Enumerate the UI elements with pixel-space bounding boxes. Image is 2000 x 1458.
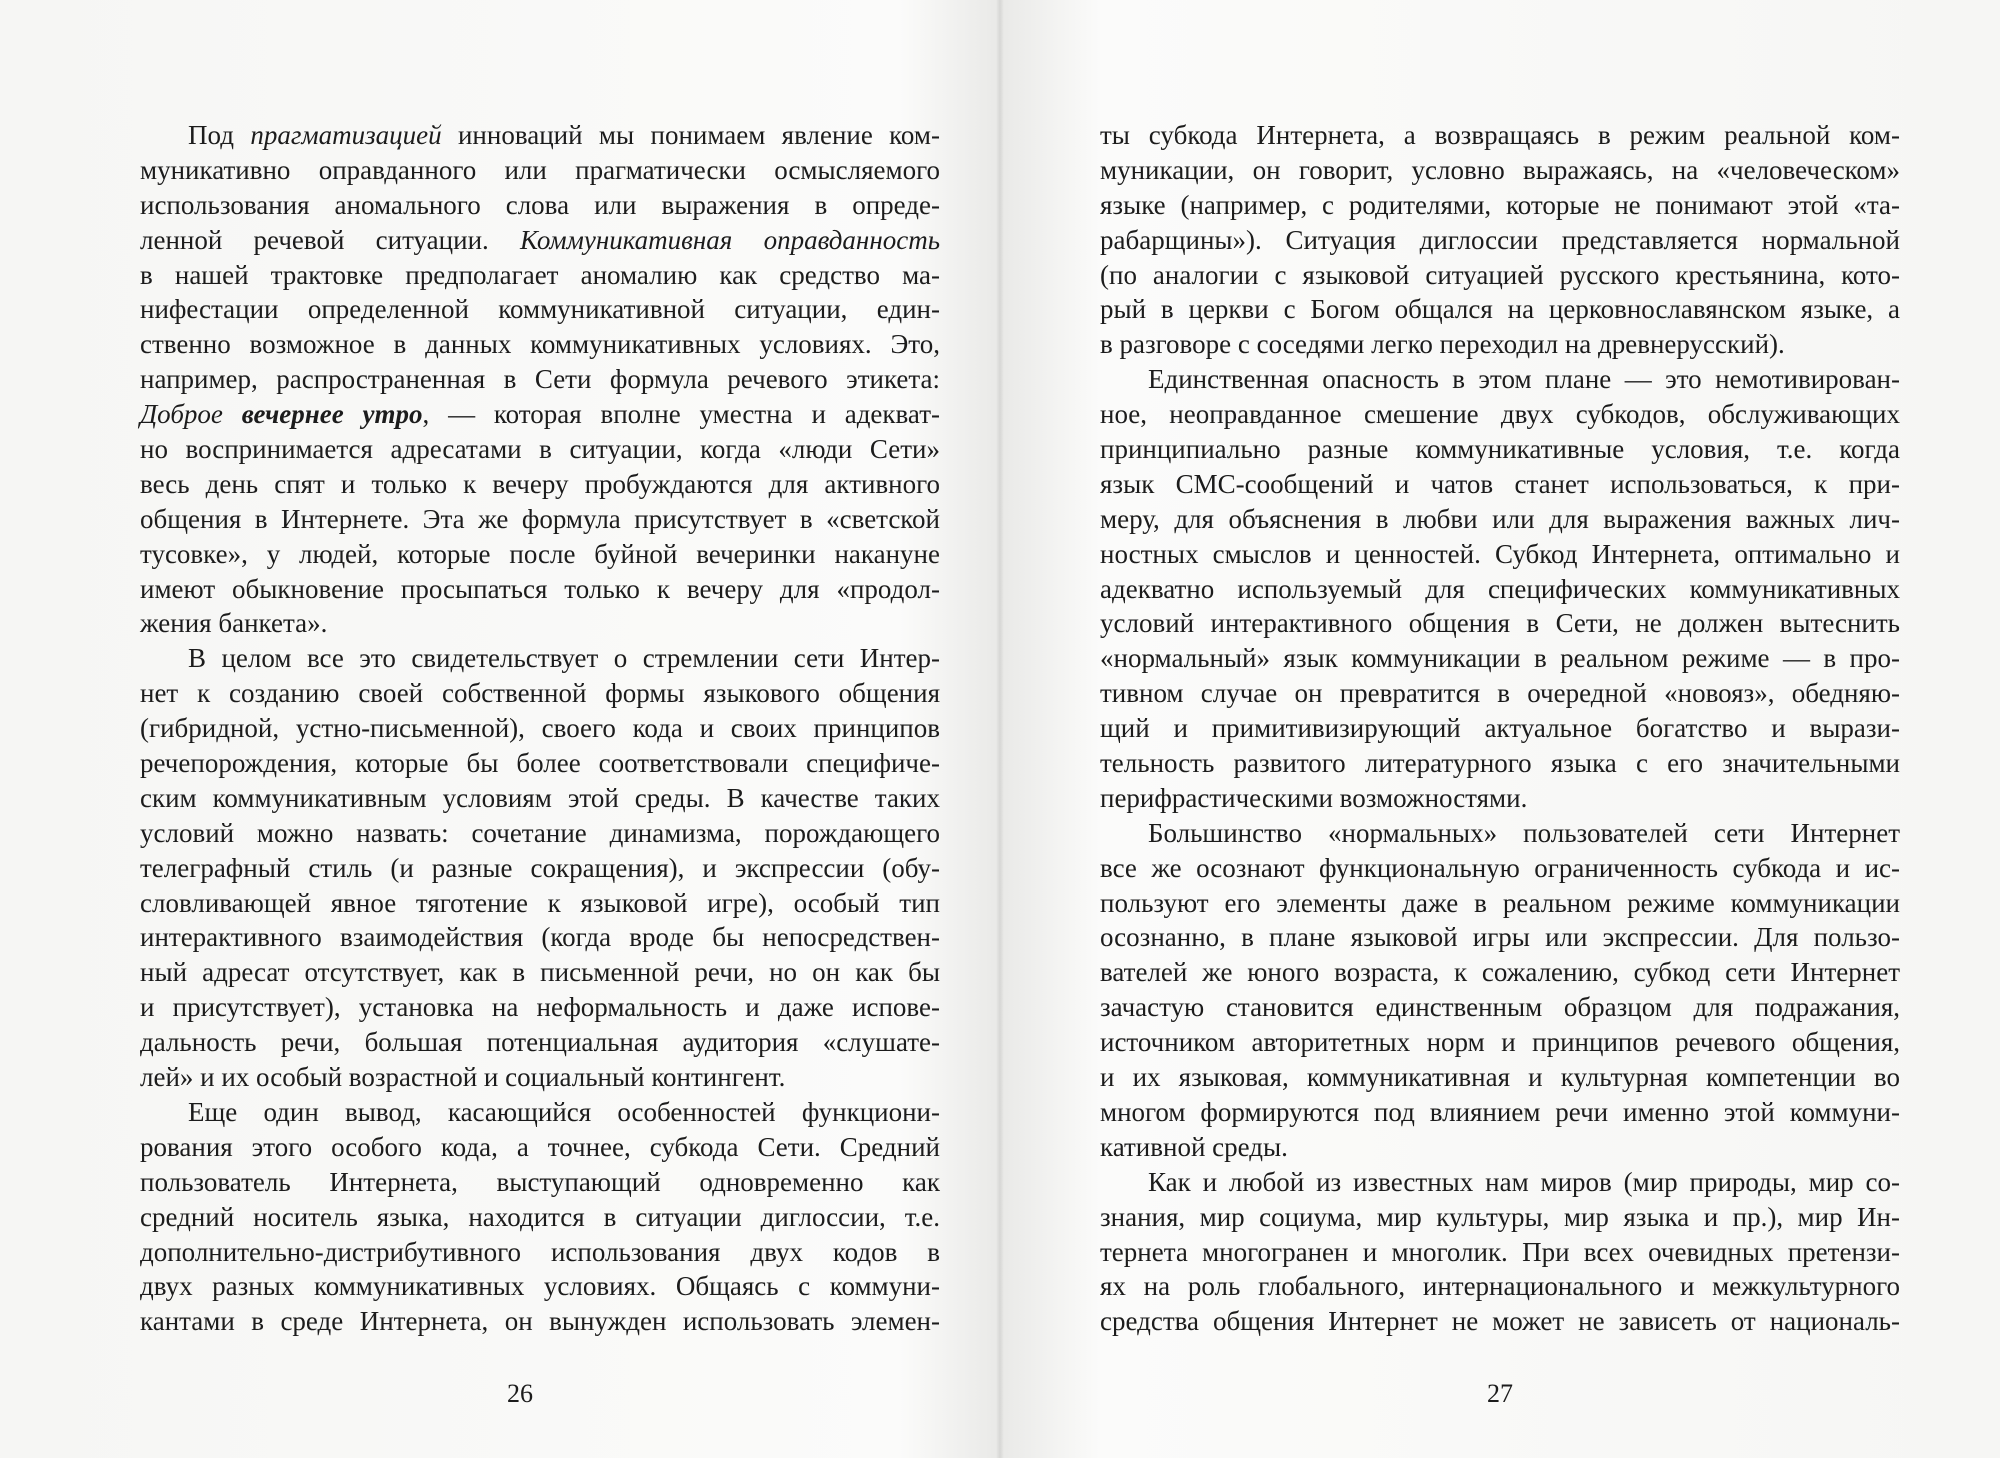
text-line: перифрастическими возможностями. bbox=[1100, 782, 1528, 813]
text-line: средства общения Интернет не может не зависеть от националь- bbox=[1100, 1306, 1900, 1337]
text-line: нет к созданию своей собственной формы языкового общения bbox=[140, 678, 940, 709]
left-page-text bbox=[140, 118, 940, 1339]
text-line: и их языковая, коммуникативная и культурная компетенции во bbox=[1100, 1062, 1900, 1093]
text-line: кативной среды. bbox=[1100, 1131, 1288, 1162]
text-line: в нашей трактовке предполагает аномалию как средство ма- bbox=[140, 259, 940, 290]
text-line: ским коммуникативным условиям этой среды. В качестве таких bbox=[140, 782, 940, 813]
text-line: тусовке», у людей, которые после буйной вечеринки накануне bbox=[140, 538, 940, 569]
text-line: язык СМС-сообщений и чатов станет использоваться, к при- bbox=[1100, 468, 1900, 499]
text-line: телеграфный стиль (и разные сокращения), и экспрессии (обу- bbox=[140, 852, 940, 883]
text-line: лей» и их особый возрастной и социальный контингент. bbox=[140, 1062, 786, 1093]
text-line: ты субкода Интернета, а возвращаясь в режим реальной ком- bbox=[1100, 120, 1900, 150]
text-line: щий и примитивизирующий актуальное богатство и вырази- bbox=[1100, 713, 1900, 744]
text-line: рования этого особого кода, а точнее, субкода Сети. Средний bbox=[140, 1131, 940, 1162]
text-line: ях на роль глобального, интернационального и межкультурного bbox=[1100, 1271, 1900, 1302]
text-line: рый в церкви с Богом общался на церковнославянском языке, а bbox=[1100, 294, 1900, 325]
text-line: интерактивного взаимодействия (когда вроде бы непосредствен- bbox=[140, 922, 940, 953]
text-line: многом формируются под влиянием речи именно этой коммуни- bbox=[1100, 1096, 1900, 1127]
text-line: вателей же юного возраста, к сожалению, субкод сети Интернет bbox=[1100, 957, 1900, 988]
text-line: кантами в среде Интернета, он вынужден использовать элемен- bbox=[140, 1306, 940, 1337]
text-line: ное, неоправданное смешение двух субкодов, обслуживающих bbox=[1100, 399, 1900, 430]
text-line: принципиально разные коммуникативные условия, т.е. когда bbox=[1100, 434, 1900, 465]
text-line: средний носитель языка, находится в ситуации диглоссии, т.е. bbox=[140, 1201, 940, 1232]
text-line: нифестации определенной коммуникативной ситуации, един- bbox=[140, 294, 940, 325]
text-line: Доброе вечернее утро, — которая вполне уместна и адекват- bbox=[140, 399, 940, 430]
text-line: все же осознают функциональную ограниченность субкода и ис- bbox=[1100, 852, 1900, 883]
text-line: но воспринимается адресатами в ситуации, когда «люди Сети» bbox=[140, 434, 940, 465]
text-line: двух разных коммуникативных условиях. Общаясь с коммуни- bbox=[140, 1271, 940, 1302]
text-line: весь день спят и только к вечеру пробуждаются для активного bbox=[140, 468, 940, 499]
text-line: условий можно назвать: сочетание динамизма, порождающего bbox=[140, 817, 940, 848]
text-line: муникации, он говорит, условно выражаясь, на «человеческом» bbox=[1100, 154, 1900, 185]
text-line: например, распространенная в Сети формула речевого этикета: bbox=[140, 364, 940, 395]
text-line: и присутствует), установка на неформальность и даже испове- bbox=[140, 992, 940, 1023]
text-line: языке (например, с родителями, которые не понимают этой «та- bbox=[1100, 189, 1900, 220]
text-line: Большинство «нормальных» пользователей сети Интернет bbox=[1148, 817, 1900, 848]
text-line: знания, мир социума, мир культуры, мир языка и пр.), мир Ин- bbox=[1100, 1201, 1900, 1232]
text-line: Единственная опасность в этом плане — это немотивирован- bbox=[1148, 364, 1900, 395]
text-line: условий интерактивного общения в Сети, не должен вытеснить bbox=[1100, 608, 1900, 639]
text-line: в разговоре с соседями легко переходил на древнерусский). bbox=[1100, 329, 1785, 360]
text-line: дальность речи, большая потенциальная аудитория «слушате- bbox=[140, 1027, 940, 1058]
text-line: тивном случае он превратится в очередной «новояз», обедняю- bbox=[1100, 678, 1900, 709]
text-line: общения в Интернете. Эта же формула присутствует в «светской bbox=[140, 503, 940, 534]
text-line: ностных смыслов и ценностей. Субкод Интернета, оптимально и bbox=[1100, 538, 1900, 569]
text-line: «нормальный» язык коммуникации в реальном режиме — в про- bbox=[1100, 643, 1900, 674]
text-line: рабарщины»). Ситуация диглоссии представляется нормальной bbox=[1100, 224, 1900, 255]
text-line: меру, для объяснения в любви или для выражения важных лич- bbox=[1100, 503, 1900, 534]
text-line: пользователь Интернета, выступающий одновременно как bbox=[140, 1166, 940, 1197]
text-line: дополнительно-дистрибутивного использования двух кодов в bbox=[140, 1236, 940, 1267]
text-line: тельность развитого литературного языка с его значительными bbox=[1100, 748, 1900, 779]
text-line: (гибридной, устно-письменной), своего кода и своих принципов bbox=[140, 713, 940, 744]
right-page-number: 27 bbox=[1487, 1379, 1513, 1408]
text-line: источником авторитетных норм и принципов речевого общения, bbox=[1100, 1027, 1900, 1058]
text-line: тернета многогранен и многолик. При всех очевидных претензи- bbox=[1100, 1236, 1900, 1267]
text-line: речепорождения, которые бы более соответствовали специфиче- bbox=[140, 748, 940, 779]
text-line: (по аналогии с языковой ситуацией русского крестьянина, кото- bbox=[1100, 259, 1900, 290]
text-line: словливающей явное тяготение к языковой игре), особый тип bbox=[140, 887, 940, 918]
text-line: ный адресат отсутствует, как в письменной речи, но он как бы bbox=[140, 957, 940, 988]
text-line: осознанно, в плане языковой игры или экспрессии. Для пользо- bbox=[1100, 922, 1900, 953]
text-line: Еще один вывод, касающийся особенностей функциони- bbox=[188, 1096, 940, 1127]
text-line: жения банкета». bbox=[140, 608, 328, 639]
right-page-text bbox=[1100, 118, 1900, 1339]
right-page bbox=[1000, 0, 2000, 1458]
text-line: В целом все это свидетельствует о стремлении сети Интер- bbox=[188, 643, 940, 674]
text-line: адекватно используемый для специфических коммуникативных bbox=[1100, 573, 1900, 604]
text-line: Под прагматизацией инноваций мы понимаем явление ком- bbox=[188, 120, 940, 150]
left-page-number: 26 bbox=[507, 1379, 533, 1408]
text-line: имеют обыкновение просыпаться только к вечеру для «продол- bbox=[140, 573, 940, 604]
text-line: зачастую становится единственным образцом для подражания, bbox=[1100, 992, 1900, 1023]
text-line: ственно возможное в данных коммуникативных условиях. Это, bbox=[140, 329, 940, 360]
text-line: ленной речевой ситуации. Коммуникативная оправданность bbox=[140, 224, 940, 255]
text-line: пользуют его элементы даже в реальном режиме коммуникации bbox=[1100, 887, 1900, 918]
text-line: использования аномального слова или выражения в опреде- bbox=[140, 189, 940, 220]
text-line: муникативно оправданного или прагматически осмысляемого bbox=[140, 154, 940, 185]
text-line: Как и любой из известных нам миров (мир природы, мир со- bbox=[1148, 1166, 1900, 1197]
